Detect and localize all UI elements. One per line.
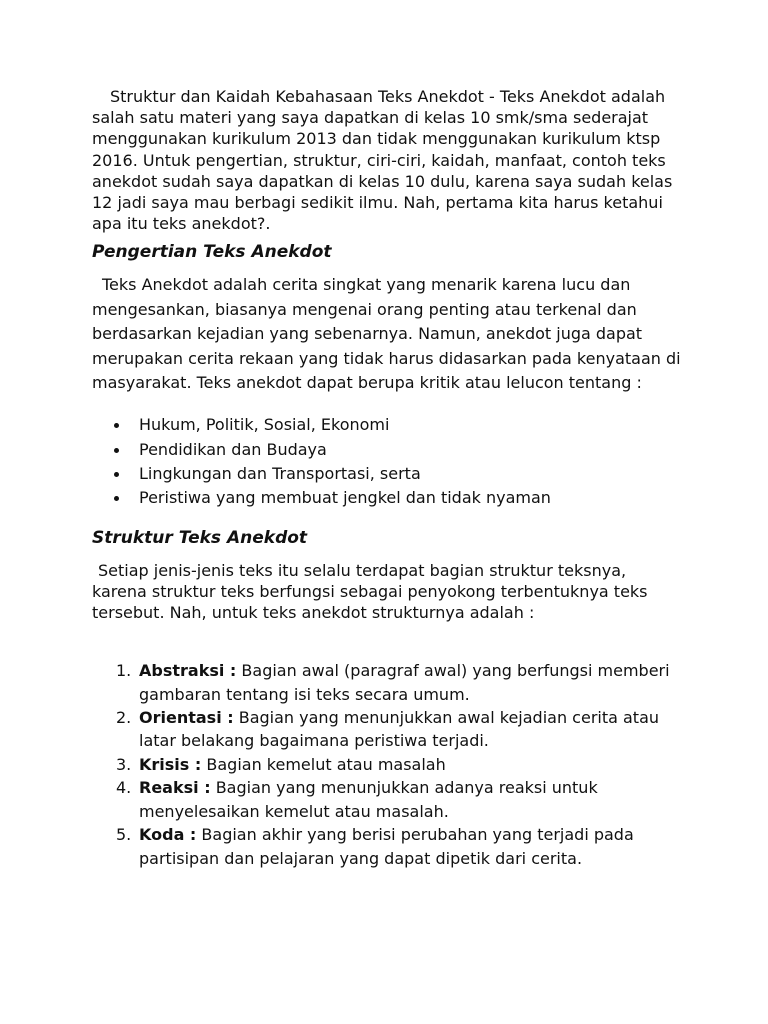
pengertian-paragraph: Teks Anekdot adalah cerita singkat yang menarik karena lucu dan mengesankan, biasanya mengenai orang penting atau terkenal dan berdasarkan kejadian yang sebenarnya. Namun, anekdot juga dapat merupakan cerita rekaan yang tidak harus didasarkan pada kenyataan di masyarakat. Teks anekdot dapat berupa kritik atau lelucon tentang : bbox=[92, 275, 681, 393]
bullet-icon bbox=[114, 448, 119, 453]
list-item bbox=[92, 659, 682, 706]
list-description: Bagian akhir yang berisi perubahan yang terjadi pada partisipan dan pelajaran yang dapat dipetik dari cerita. bbox=[139, 825, 634, 868]
list-description: Bagian kemelut atau masalah bbox=[206, 754, 446, 774]
list-number: 3. bbox=[116, 754, 132, 774]
topic-list bbox=[92, 413, 682, 510]
list-item: Peristiwa yang membuat jengkel dan tidak nyaman bbox=[92, 486, 682, 510]
list-item bbox=[92, 776, 682, 823]
bullet-icon bbox=[114, 496, 119, 501]
list-number: 5. bbox=[116, 825, 132, 845]
list-term: Krisis : bbox=[139, 754, 202, 774]
section-heading-struktur: Struktur Teks Anekdot bbox=[92, 528, 308, 549]
list-item bbox=[92, 753, 682, 776]
list-term: Koda : bbox=[139, 825, 197, 845]
intro-paragraph: Struktur dan Kaidah Kebahasaan Teks Anekdot - Teks Anekdot adalah salah satu materi yang saya dapatkan di kelas 10 smk/sma sederajat menggunakan kurikulum 2013 dan tidak menggunakan kurikulum ktsp 2016. Untuk pengertian, struktur, ciri-ciri, kaidah, manfaat, contoh teks anekdot sudah saya dapatkan di kelas 10 dulu, karena saya sudah kelas 12 jadi saya mau berbagi sedikit ilmu. Nah, pertama kita harus ketahui apa itu teks anekdot?. bbox=[92, 87, 673, 234]
list-item: Hukum, Politik, Sosial, Ekonomi bbox=[92, 413, 682, 437]
structure-list bbox=[92, 659, 682, 870]
list-term: Abstraksi : bbox=[139, 661, 237, 681]
list-number: 4. bbox=[116, 778, 132, 798]
section-heading-pengertian: Pengertian Teks Anekdot bbox=[92, 242, 332, 263]
list-item bbox=[92, 823, 682, 870]
bullet-icon bbox=[114, 423, 119, 428]
list-number: 1. bbox=[116, 661, 132, 681]
list-term: Orientasi : bbox=[139, 708, 234, 728]
document-page bbox=[92, 86, 682, 870]
list-description: Bagian yang menunjukkan awal kejadian cerita atau latar belakang bagaimana peristiwa terjadi. bbox=[139, 708, 660, 751]
list-item bbox=[92, 706, 682, 753]
list-item: Pendidikan dan Budaya bbox=[92, 438, 682, 462]
list-term: Reaksi : bbox=[139, 778, 211, 798]
struktur-paragraph: Setiap jenis-jenis teks itu selalu terdapat bagian struktur teksnya, karena struktur teks berfungsi sebagai penyokong terbentuknya teks tersebut. Nah, untuk teks anekdot strukturnya adalah : bbox=[92, 561, 648, 623]
list-number: 2. bbox=[116, 708, 132, 728]
bullet-icon bbox=[114, 472, 119, 477]
list-description: Bagian awal (paragraf awal) yang berfungsi memberi gambaran tentang isi teks secara umum. bbox=[139, 661, 670, 704]
list-description: Bagian yang menunjukkan adanya reaksi untuk menyelesaikan kemelut atau masalah. bbox=[139, 778, 598, 821]
list-item: Lingkungan dan Transportasi, serta bbox=[92, 462, 682, 486]
